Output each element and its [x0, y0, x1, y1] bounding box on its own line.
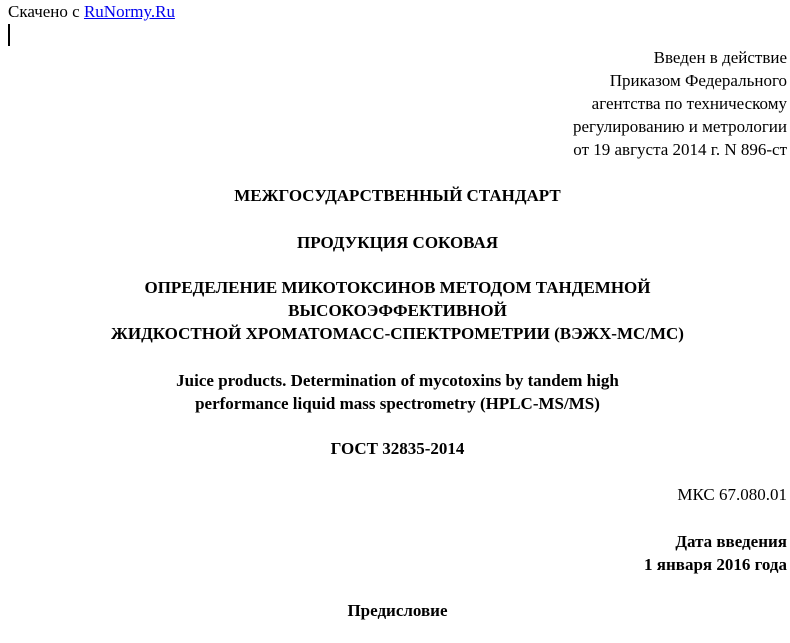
- enactment-line: Приказом Федерального: [609, 71, 787, 90]
- download-prefix: Скачено с: [8, 2, 80, 21]
- text-cursor: [8, 24, 10, 46]
- effective-date-value: 1 января 2016 года: [644, 555, 787, 574]
- gost-code: ГОСТ 32835-2014: [330, 439, 465, 458]
- enactment-line: Введен в действие: [653, 48, 787, 67]
- russian-title-line: ОПРЕДЕЛЕНИЕ МИКОТОКСИНОВ МЕТОДОМ ТАНДЕМНОЙ: [144, 278, 651, 297]
- effective-date-block: [644, 530, 787, 576]
- english-title-line: Juice products. Determination of mycotoxins by tandem high: [176, 371, 619, 390]
- foreword-heading: Предисловие: [347, 601, 448, 620]
- enactment-line: от 19 августа 2014 г. N 896-ст: [573, 140, 787, 159]
- enactment-line: агентства по техническому: [591, 94, 787, 113]
- effective-date-label: Дата введения: [675, 532, 787, 551]
- mks-code: МКС 67.080.01: [677, 485, 787, 504]
- site-link[interactable]: RuNormy.Ru: [83, 2, 175, 21]
- english-title: [0, 369, 790, 415]
- product-heading: ПРОДУКЦИЯ СОКОВАЯ: [296, 233, 498, 252]
- standard-type-heading: МЕЖГОСУДАРСТВЕННЫЙ СТАНДАРТ: [234, 186, 561, 205]
- english-title-line: performance liquid mass spectrometry (HPLC-MS/MS): [195, 394, 600, 413]
- russian-title-line: ВЫСОКОЭФФЕКТИВНОЙ: [288, 301, 507, 320]
- enactment-block: [573, 46, 787, 161]
- russian-title-line: ЖИДКОСТНОЙ ХРОМАТОМАСС-СПЕКТРОМЕТРИИ (ВЭЖХ-МС/МС): [111, 324, 684, 343]
- download-source-line: [8, 2, 175, 22]
- enactment-line: регулированию и метрологии: [572, 117, 787, 136]
- russian-title: [0, 276, 790, 345]
